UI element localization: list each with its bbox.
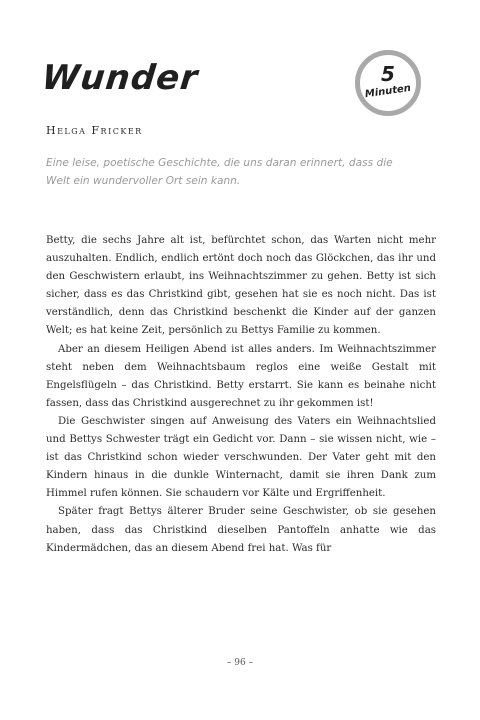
reading-time-unit: Minuten (364, 82, 412, 101)
reading-time-badge (355, 50, 421, 116)
story-body (46, 232, 436, 558)
reading-time-number: 5 (381, 62, 395, 86)
author-name: Helga Fricker (46, 124, 143, 137)
paragraph: Aber an diesem Heiligen Abend ist alles anders. Im Weihnachtszimmer steht neben dem Weihnachtsbaum reglos eine weiße Gestalt mit Engelsflügeln – das Christkind. Betty erstarrt. Sie kann es beinahe nicht fassen, dass das Christkind ausgerechnet zu ihr gekommen ist! (46, 343, 436, 409)
story-title: Wunder (39, 58, 201, 98)
teaser-text: Eine leise, poetische Geschichte, die uns daran erinnert, dass die Welt ein wundervoller Ort sein kann. (46, 157, 393, 187)
paragraph: Betty, die sechs Jahre alt ist, befürchtet schon, das Warten nicht mehr auszuhalten. Endlich, endlich ertönt doch noch das Glöckchen, das ihr und den Geschwistern erlaubt, ins Weihnachtszimmer zu gehen. Betty ist sich sicher, dass es das Christkind gibt, gesehen hat sie es noch nicht. Das ist verständlich, denn das Christkind beschenkt die Kinder auf der ganzen Welt; es hat keine Zeit, persönlich zu Bettys Familie zu kommen. (46, 235, 436, 337)
paragraph: Später fragt Bettys älterer Bruder seine Geschwister, ob sie gesehen haben, dass das Christkind dieselben Pantoffeln anhatte wie das Kindermädchen, das an diesem Abend frei hat. Was für (46, 506, 436, 554)
page-number: – 96 – (226, 658, 254, 668)
paragraph: Die Geschwister singen auf Anweisung des Vaters ein Weihnachtslied und Bettys Schwester trägt ein Gedicht vor. Dann – sie wissen nicht, wie – ist das Christkind schon wieder verschwunden. Der Vater geht mit den Kindern hinaus in die dunkle Winternacht, damit sie ihren Dank zum Himmel rufen können. Sie schaudern vor Kälte und Ergriffenheit. (46, 415, 436, 500)
